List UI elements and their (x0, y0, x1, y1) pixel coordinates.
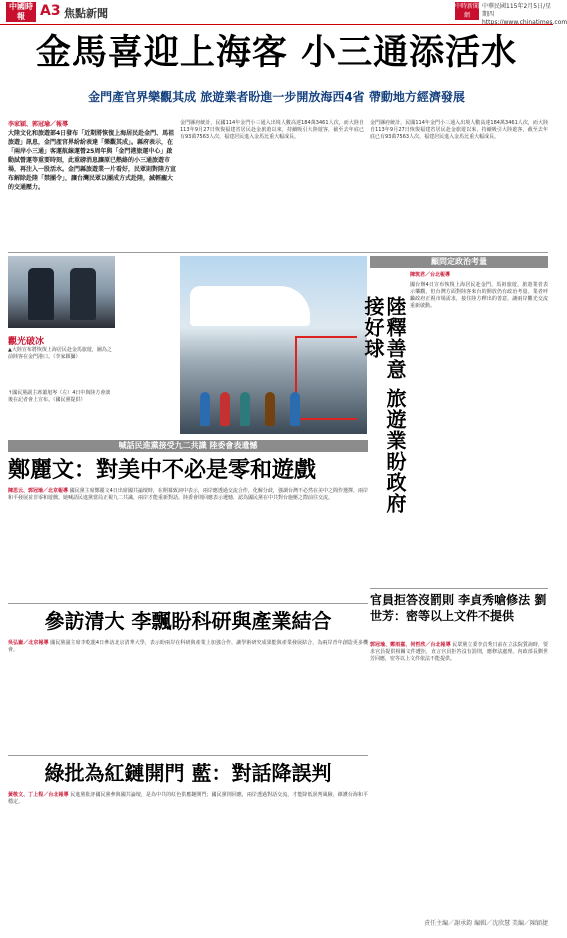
story3-body (8, 640, 368, 750)
gangway-rail (295, 336, 357, 420)
story3-author: 吳弘嶽／北京報導 (8, 640, 49, 646)
divider (8, 755, 368, 756)
ferry-terminal-photo (180, 256, 367, 434)
right-sub-author: 郭冠瑜、鄭雨嘉、何哲欣／台北報導 (370, 642, 451, 648)
story4-body (8, 792, 368, 914)
right-sub-body (370, 642, 548, 912)
right-author-name: 陳筑君／台北報導 (410, 272, 451, 278)
politician-photo (8, 256, 115, 328)
lead-text: 大陸文化和旅遊部4日發布「近期將恢復上海居民赴金門、馬祖旅遊」訊息，金門產官界紛紛表達「樂觀其成」。縣府表示，在「兩岸小三通」客運航線運營25周年與「金門港旅運中心」啟動試營運等重要時刻，此重磅消息讓原已熱絡的小三通旅遊市場，再注入一股活水。金門縣旅遊業一片看好，民眾則對陸方宣布解除赴陸「禁團令」，讓台灣民眾以團成方式赴陸，減輕龐大的交通壓力。 (8, 130, 177, 191)
traveler-figure (200, 392, 210, 426)
lead-article (8, 120, 176, 238)
story4-text: 民進黨批評國民黨參與國共論壇，是為中共的紅色供應鏈開門；國民黨則回應，兩岸透過對話交流，才能降低誤判風險，維護台海和平穩定。 (8, 792, 368, 805)
story3-headline: 參訪清大 李飄盼科研與產業結合 (44, 609, 332, 633)
traveler-figure (265, 392, 275, 426)
main-headline: 金馬喜迎上海客 小三通添活水 (35, 32, 518, 73)
story2-body (8, 488, 368, 598)
divider (8, 603, 368, 604)
page-header (0, 0, 567, 26)
photo-caption-2: ↑國民黨副主席蕭旭岑（左）4日中與陸方會談後在記者會上宣布。（國民黨提供） (8, 390, 111, 403)
person-figure (70, 268, 96, 320)
story4-author: 黃敬文、丁上程／台北報導 (8, 792, 69, 798)
page-footer: 責任主編／謝承鈞 編輯／沈欣慧 美編／陳穎捷 (424, 920, 548, 927)
sidebar-title: 觀光破冰 (8, 337, 45, 347)
story2-text: 國民黨主席鄭麗文4日出席國共論壇時，在開幕致詞中表示，兩岸應透過交流合作，化解分歧，強調台灣不必然在美中之間作選擇，兩岸和平發展並非零和遊戲。她喊話民進黨當局正視九二共識，兩岸才能重新對話。陸委會則回應表示遺憾，認為國民黨在中共對台施壓之際前往交流。 (8, 488, 368, 501)
right-sub-headline: 官員拒答沒罰則 李貞秀嗆修法 劉世芳：密等以上文件不提供 (370, 593, 547, 623)
site-url: https://www.chinatimes.com (482, 19, 567, 26)
traveler-figure (220, 392, 230, 426)
story2-author: 陳思云、郭冠瑜／北京報導 (8, 488, 69, 494)
lead-continue-text-2: 金門縣府統計，民國114年金門小三通入出境人數高達184萬3461人次，而大陸自113年9月27日恢復福建省居民赴金旅遊以來，持續吸引大陸遊客，截至去年底已有93萬7563人次，福建居民進入金馬比重大幅成長。 (370, 120, 548, 140)
right-vertical-headline: 陸釋善意 旅遊業盼政府接好球 (361, 296, 407, 514)
ferry-shape (190, 286, 310, 326)
person-figure (28, 268, 54, 320)
story3-text: 國民黨副主席李乾龍4日參訪北京清華大學，表示盼兩岸在科研與產業上加強合作，讓學術研究成果能與產業發展結合，為兩岸青年創造更多機會。 (8, 640, 368, 653)
lead-author: 李家穎、郭冠瑜／報導 (8, 121, 69, 128)
right-author (410, 272, 548, 280)
section-name: 焦點新聞 (64, 7, 108, 20)
right-sub-text: 民眾黨立委李貞秀日前在立法院質詢時，要求官員提供相關文件遭拒，直言官員拒答沒有罰則，應修法處理。內政部長劉世芳回應，密等以上文件依法不能提供。 (370, 642, 548, 662)
divider (8, 252, 548, 253)
section-number: A3 (40, 3, 61, 19)
story2-headline: 鄭麗文：對美中不必是零和遊戲 (8, 457, 317, 483)
traveler-figure (290, 392, 300, 426)
right-section-bar: 顧問定政治考量 (370, 256, 548, 268)
china-times-logo: 中國時報 (6, 2, 36, 22)
photo-caption-1: ▲大陸宣布將恢復上海居民赴金馬旅遊，圖為之前陸客在金門港口。（李家穎攝） (8, 347, 112, 360)
lead-continue-text: 金門縣府統計，民國114年金門小三通入出境人數高達184萬3461人次，而大陸自113年9月27日恢復福建省居民赴金旅遊以來，持續吸引大陸遊客，截至去年底已有93萬7563人次，福建居民進入金馬比重大幅成長。 (180, 120, 364, 140)
chinatimes-net-logo: 中時新聞網 (455, 3, 480, 19)
divider (370, 588, 548, 589)
subheadline: 金門產官界樂觀其成 旅遊業者盼進一步開放海西4省 帶動地方經濟發展 (88, 90, 465, 104)
traveler-figure (240, 392, 250, 426)
story4-headline: 綠批為紅鏈開門 藍：對話降誤判 (44, 761, 332, 785)
right-body: 國台辦4日宣布恢復上海居民赴金門、馬祖旅遊，旅遊業者表示樂觀，但台灣方面對陸客來台的開放仍有政治考量。業者呼籲政府正視市場需求，接住陸方釋出的善意，讓兩岸觀光交流重新啟動。 (410, 282, 548, 309)
header-date (482, 3, 567, 27)
issue-date: 中華民國115年2月5日/星期四 (482, 3, 552, 18)
section-bar: 喊話民進黨接受九二共識 陸委會表遺憾 (8, 440, 368, 452)
